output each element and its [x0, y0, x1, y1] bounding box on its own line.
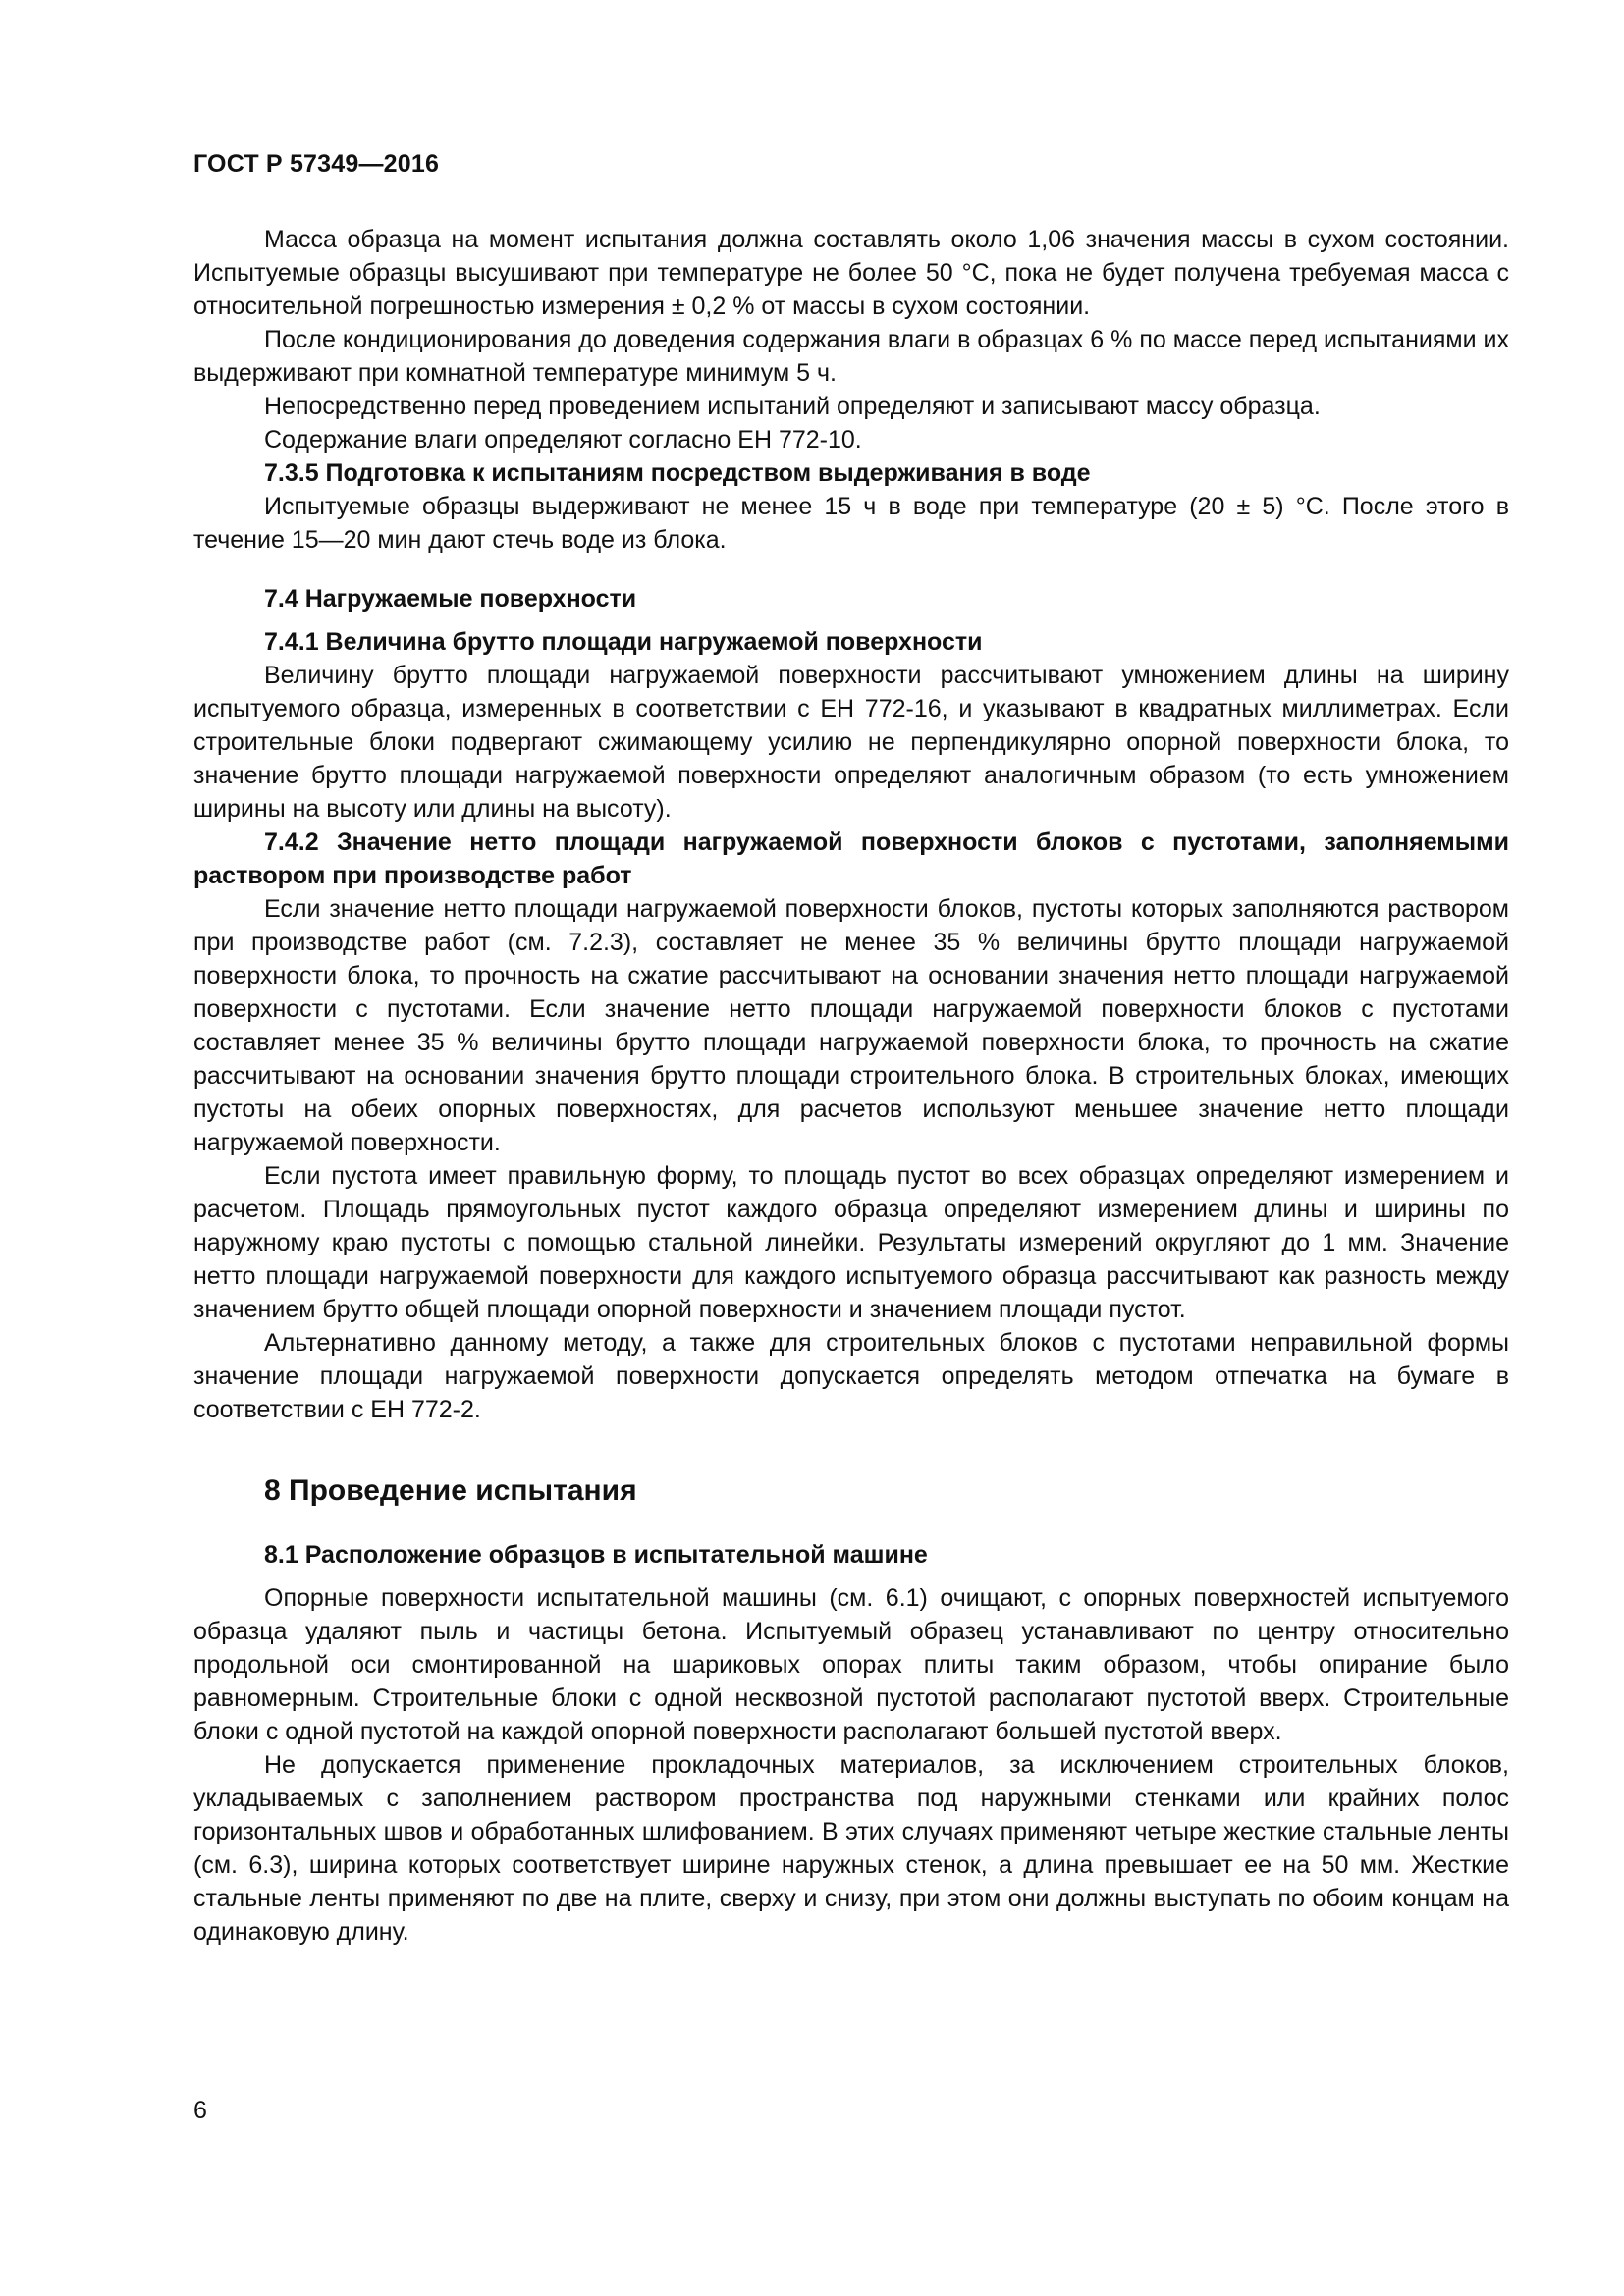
section-heading-7-4: 7.4 Нагружаемые поверхности	[264, 585, 637, 613]
paragraph: Если значение нетто площади нагружаемой поверхности блоков, пустоты которых заполняются раствором при производстве работ (см. 7.2.3), составляет не менее 35 % величины брутто площади нагружаемой поверхности блока, то прочность на сжатие рассчитывают на основании значения нетто площади нагружаемой поверхности с пустотами. Если значение нетто площади нагружаемой поверхности блоков с пустотами составляет менее 35 % величины брутто площади нагружаемой поверхности блока, то прочность на сжатие рассчитывают на основании значения брутто площади строительного блока. В строительных блоках, имеющих пустоты на обеих опорных поверхностях, для расчетов используют меньшее значение нетто площади нагружаемой поверхности.	[193, 895, 1509, 1156]
paragraph: Содержание влаги определяют согласно ЕН 772-10.	[264, 426, 862, 454]
standard-header: ГОСТ Р 57349—2016	[193, 150, 440, 178]
subsection-heading-8-1: 8.1 Расположение образцов в испытательной машине	[264, 1541, 928, 1569]
paragraph: Альтернативно данному методу, а также для строительных блоков с пустотами неправильной формы значение площади нагружаемой поверхности допускается определять методом отпечатка на бумаге в соответствии с ЕН 772-2.	[193, 1329, 1509, 1423]
paragraph: Если пустота имеет правильную форму, то площадь пустот во всех образцах определяют измерением и расчетом. Площадь прямоугольных пустот каждого образца определяют измерением длины и ширины по наружному краю пустоты с помощью стальной линейки. Результаты измерений округляют до 1 мм. Значение нетто площади нагружаемой поверхности для каждого испытуемого образца рассчитывают как разность между значением брутто общей площади опорной поверхности и значением площади пустот.	[193, 1162, 1509, 1323]
document-body	[193, 223, 1509, 1949]
subsection-heading-7-4-2: 7.4.2 Значение нетто площади нагружаемой поверхности блоков с пустотами, заполняемыми раствором при производстве работ	[193, 828, 1509, 889]
paragraph: Не допускается применение прокладочных материалов, за исключением строительных блоков, укладываемых с заполнением раствором пространства под наружными стенками или крайних полос горизонтальных швов и обработанных шлифованием. В этих случаях применяют четыре жесткие стальные ленты (см. 6.3), ширина которых соответствует ширине наружных стенок, а длина превышает ее на 50 мм. Жесткие стальные ленты применяют по две на плите, сверху и снизу, при этом они должны выступать по обоим концам на одинаковую длину.	[193, 1751, 1509, 1946]
paragraph: Непосредственно перед проведением испытаний определяют и записывают массу образца.	[264, 393, 1321, 420]
subsection-heading-7-3-5: 7.3.5 Подготовка к испытаниям посредством выдерживания в воде	[264, 459, 1091, 487]
subsection-heading-7-4-1: 7.4.1 Величина брутто площади нагружаемой поверхности	[264, 628, 983, 656]
paragraph: После кондиционирования до доведения содержания влаги в образцах 6 % по массе перед испытаниями их выдерживают при комнатной температуре минимум 5 ч.	[193, 326, 1509, 387]
page-number: 6	[193, 2097, 207, 2124]
section-title-8: 8 Проведение испытания	[264, 1474, 637, 1507]
paragraph: Испытуемые образцы выдерживают не менее 15 ч в воде при температуре (20 ± 5) °С. После этого в течение 15—20 мин дают стечь воде из блока.	[193, 493, 1509, 554]
paragraph: Опорные поверхности испытательной машины (см. 6.1) очищают, с опорных поверхностей испытуемого образца удаляют пыль и частицы бетона. Испытуемый образец устанавливают по центру относительно продольной оси смонтированной на шариковых опорах плиты таким образом, чтобы опирание было равномерным. Строительные блоки с одной несквозной пустотой располагают пустотой вверх. Строительные блоки с одной пустотой на каждой опорной поверхности располагают большей пустотой вверх.	[193, 1584, 1509, 1745]
paragraph: Величину брутто площади нагружаемой поверхности рассчитывают умножением длины на ширину испытуемого образца, измеренных в соответствии с ЕН 772-16, и указывают в квадратных миллиметрах. Если строительные блоки подвергают сжимающему усилию не перпендикулярно опорной поверхности блока, то значение брутто площади нагружаемой поверхности определяют аналогичным образом (то есть умножением ширины на высоту или длины на высоту).	[193, 662, 1509, 823]
paragraph: Масса образца на момент испытания должна составлять около 1,06 значения массы в сухом состоянии. Испытуемые образцы высушивают при температуре не более 50 °С, пока не будет получена требуемая масса с относительной погрешностью измерения ± 0,2 % от массы в сухом состоянии.	[193, 226, 1509, 320]
